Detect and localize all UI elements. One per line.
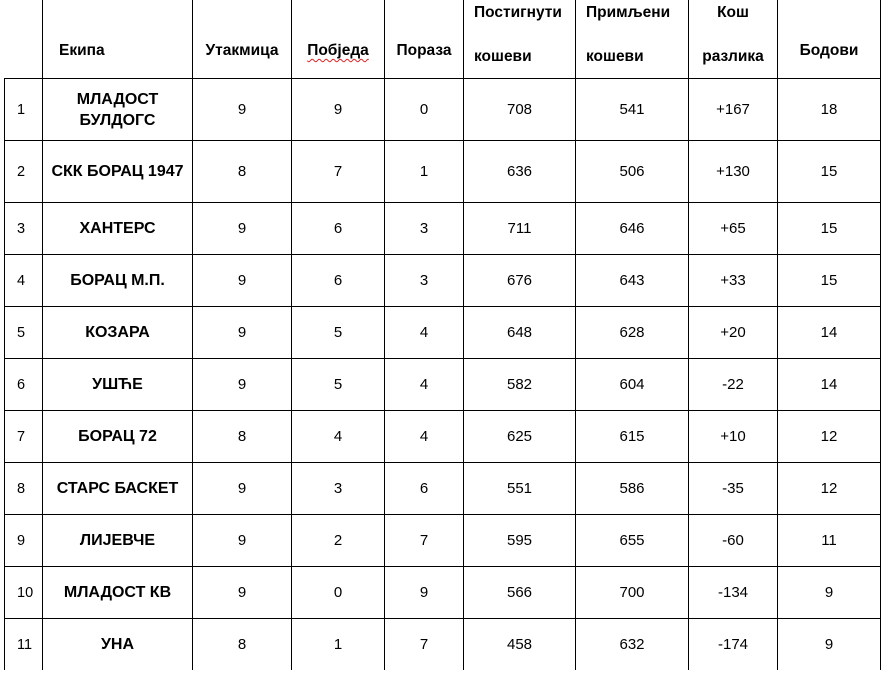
cell-num: 4 [5, 255, 43, 307]
header-row [5, 0, 881, 79]
header-team [43, 0, 193, 79]
header-games-label: Утакмица [205, 42, 279, 59]
cell-received: 615 [576, 411, 689, 463]
cell-games: 9 [193, 79, 292, 141]
cell-losses: 6 [385, 463, 464, 515]
cell-scored: 648 [464, 307, 576, 359]
cell-losses: 0 [385, 79, 464, 141]
cell-scored: 636 [464, 141, 576, 203]
cell-num: 3 [5, 203, 43, 255]
cell-games: 8 [193, 141, 292, 203]
table-row [5, 359, 881, 411]
cell-scored: 458 [464, 619, 576, 671]
cell-diff: -35 [689, 463, 778, 515]
cell-wins: 7 [292, 141, 385, 203]
cell-received: 604 [576, 359, 689, 411]
cell-received: 700 [576, 567, 689, 619]
cell-losses: 7 [385, 619, 464, 671]
cell-team: ХАНТЕРС [43, 203, 193, 255]
cell-losses: 4 [385, 307, 464, 359]
cell-received: 628 [576, 307, 689, 359]
cell-diff: +130 [689, 141, 778, 203]
standings-table [4, 0, 881, 670]
header-losses [385, 0, 464, 79]
cell-wins: 2 [292, 515, 385, 567]
header-losses-label: Пораза [396, 42, 452, 59]
cell-scored: 676 [464, 255, 576, 307]
cell-team: СКК БОРАЦ 1947 [43, 141, 193, 203]
cell-scored: 566 [464, 567, 576, 619]
cell-team: СТАРС БАСКЕТ [43, 463, 193, 515]
cell-scored: 551 [464, 463, 576, 515]
cell-received: 646 [576, 203, 689, 255]
cell-losses: 4 [385, 411, 464, 463]
cell-wins: 6 [292, 255, 385, 307]
cell-points: 12 [778, 463, 881, 515]
table-row [5, 567, 881, 619]
cell-received: 541 [576, 79, 689, 141]
cell-wins: 5 [292, 307, 385, 359]
cell-received: 655 [576, 515, 689, 567]
cell-num: 9 [5, 515, 43, 567]
cell-scored: 582 [464, 359, 576, 411]
table-row [5, 463, 881, 515]
cell-games: 9 [193, 463, 292, 515]
cell-wins: 5 [292, 359, 385, 411]
cell-team: УНА [43, 619, 193, 671]
cell-games: 8 [193, 619, 292, 671]
cell-scored: 708 [464, 79, 576, 141]
cell-losses: 4 [385, 359, 464, 411]
cell-wins: 4 [292, 411, 385, 463]
header-scored-line2: кошеви [474, 48, 532, 65]
table-row [5, 411, 881, 463]
cell-wins: 0 [292, 567, 385, 619]
header-received [576, 0, 689, 79]
cell-team: МЛАДОСТ БУЛДОГС [43, 79, 193, 141]
cell-losses: 1 [385, 141, 464, 203]
cell-diff: +167 [689, 79, 778, 141]
table-row [5, 307, 881, 359]
cell-games: 9 [193, 515, 292, 567]
cell-received: 506 [576, 141, 689, 203]
cell-points: 18 [778, 79, 881, 141]
cell-diff: +20 [689, 307, 778, 359]
cell-losses: 3 [385, 203, 464, 255]
cell-wins: 9 [292, 79, 385, 141]
cell-points: 11 [778, 515, 881, 567]
cell-points: 12 [778, 411, 881, 463]
header-blank-cell [5, 0, 43, 79]
cell-received: 586 [576, 463, 689, 515]
header-games [193, 0, 292, 79]
cell-num: 6 [5, 359, 43, 411]
cell-num: 11 [5, 619, 43, 671]
cell-points: 14 [778, 359, 881, 411]
table-row [5, 255, 881, 307]
cell-losses: 3 [385, 255, 464, 307]
cell-diff: -174 [689, 619, 778, 671]
table-row [5, 203, 881, 255]
cell-games: 9 [193, 255, 292, 307]
cell-losses: 7 [385, 515, 464, 567]
cell-diff: +65 [689, 203, 778, 255]
table-row [5, 141, 881, 203]
cell-losses: 9 [385, 567, 464, 619]
cell-scored: 595 [464, 515, 576, 567]
table-row [5, 619, 881, 671]
cell-games: 9 [193, 203, 292, 255]
cell-received: 632 [576, 619, 689, 671]
cell-num: 2 [5, 141, 43, 203]
cell-wins: 3 [292, 463, 385, 515]
header-scored-line1: Постигнути [474, 4, 562, 21]
header-points [778, 0, 881, 79]
cell-num: 8 [5, 463, 43, 515]
header-wins [292, 0, 385, 79]
cell-games: 9 [193, 359, 292, 411]
cell-points: 9 [778, 567, 881, 619]
cell-scored: 711 [464, 203, 576, 255]
cell-diff: -134 [689, 567, 778, 619]
cell-diff: -22 [689, 359, 778, 411]
table-row [5, 515, 881, 567]
cell-points: 14 [778, 307, 881, 359]
header-received-line2: кошеви [586, 48, 644, 65]
header-team-label: Екипа [59, 42, 105, 59]
cell-team: ЛИЈЕВЧЕ [43, 515, 193, 567]
cell-num: 5 [5, 307, 43, 359]
cell-points: 15 [778, 255, 881, 307]
cell-num: 7 [5, 411, 43, 463]
header-diff-line2: разлика [702, 48, 764, 65]
cell-received: 643 [576, 255, 689, 307]
cell-wins: 6 [292, 203, 385, 255]
cell-games: 9 [193, 567, 292, 619]
header-diff [689, 0, 778, 79]
cell-points: 15 [778, 141, 881, 203]
header-received-line1: Примљени [586, 4, 671, 21]
header-diff-line1: Кош [717, 4, 749, 21]
cell-team: МЛАДОСТ КВ [43, 567, 193, 619]
cell-games: 9 [193, 307, 292, 359]
cell-games: 8 [193, 411, 292, 463]
cell-team: КОЗАРА [43, 307, 193, 359]
header-points-label: Бодови [799, 42, 859, 59]
cell-diff: +10 [689, 411, 778, 463]
cell-diff: -60 [689, 515, 778, 567]
cell-team: БОРАЦ М.П. [43, 255, 193, 307]
cell-diff: +33 [689, 255, 778, 307]
cell-points: 9 [778, 619, 881, 671]
cell-num: 1 [5, 79, 43, 141]
header-scored [464, 0, 576, 79]
table-row [5, 79, 881, 141]
cell-team: БОРАЦ 72 [43, 411, 193, 463]
cell-points: 15 [778, 203, 881, 255]
cell-wins: 1 [292, 619, 385, 671]
header-wins-label: Побједа [307, 42, 369, 59]
cell-num: 10 [5, 567, 43, 619]
cell-scored: 625 [464, 411, 576, 463]
cell-team: УШЋЕ [43, 359, 193, 411]
